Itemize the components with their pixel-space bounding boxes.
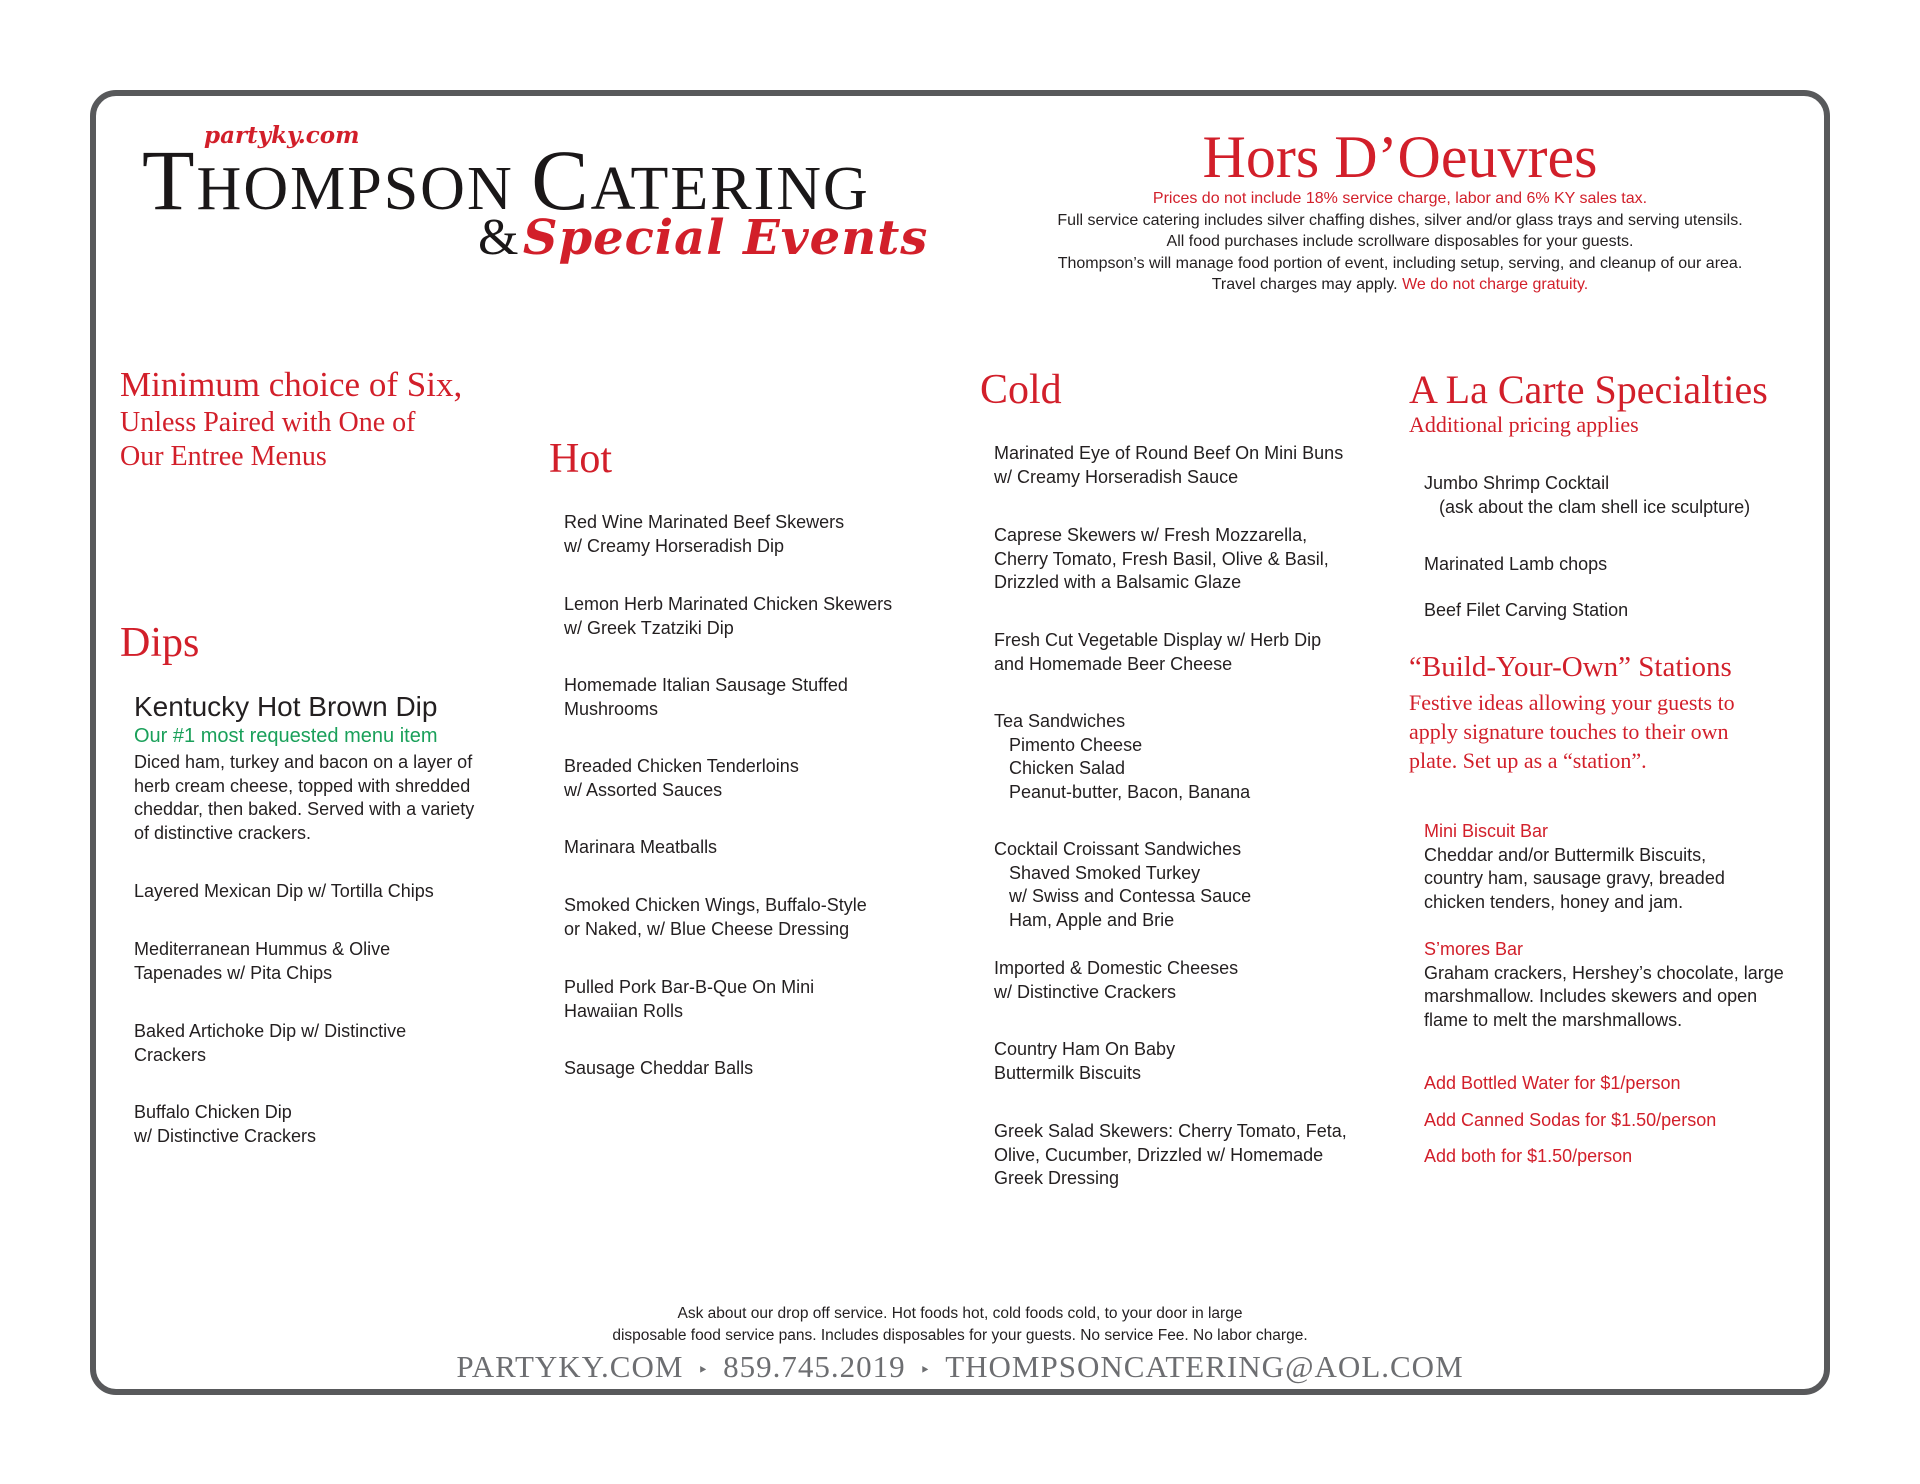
station-bar-line: Cheddar and/or Buttermilk Biscuits,	[1424, 844, 1707, 865]
logo-initial: C	[531, 132, 591, 228]
management-note: Thompson’s will manage food portion of event, including setup, serving, and cleanup of our area.	[1057, 254, 1743, 272]
menu-item-line: Caprese Skewers w/ Fresh Mozzarella,	[994, 525, 1308, 545]
menu-item	[134, 1020, 406, 1067]
menu-item-line: Beef Filet Carving Station	[1424, 600, 1629, 620]
byo-description	[1409, 688, 1809, 775]
menu-item-line: Greek Dressing	[994, 1168, 1120, 1188]
menu-item	[994, 957, 1238, 1004]
desc-line: cheddar, then baked. Served with a variety	[134, 799, 475, 819]
menu-item-line: Sausage Cheddar Balls	[564, 1058, 754, 1078]
station-bar-line: Graham crackers, Hershey’s chocolate, large	[1424, 962, 1784, 983]
menu-item	[994, 838, 1251, 932]
menu-item-line: w/ Distinctive Crackers	[134, 1125, 317, 1146]
footer-email-link[interactable]: THOMPSONCATERING@AOL.COM	[945, 1349, 1464, 1384]
menu-item	[134, 1101, 316, 1148]
menu-item	[564, 511, 844, 558]
menu-item-line: Tea Sandwiches	[994, 711, 1126, 731]
menu-item	[994, 1120, 1347, 1191]
logo-script: Special Events	[522, 210, 929, 266]
menu-item-line: Layered Mexican Dip w/ Tortilla Chips	[134, 881, 434, 901]
logo-word-rest: ATERING	[590, 155, 870, 223]
minimum-line1: Minimum choice of Six,	[120, 365, 463, 404]
menu-item-line: w/ Swiss and Contessa Sauce	[994, 886, 1252, 906]
station-bar-name: Mini Biscuit Bar	[1424, 821, 1549, 841]
menu-item	[564, 836, 717, 860]
header-notes	[980, 188, 1820, 296]
menu-item	[994, 1038, 1175, 1085]
menu-item-line: Fresh Cut Vegetable Display w/ Herb Dip	[994, 630, 1322, 650]
menu-item-line: Red Wine Marinated Beef Skewers	[564, 512, 845, 532]
station-bar	[1424, 820, 1725, 914]
logo-word-rest: HOMPSON	[196, 155, 532, 223]
menu-item-line: w/ Creamy Horseradish Dip	[564, 535, 785, 556]
menu-item-line: Lemon Herb Marinated Chicken Skewers	[564, 594, 893, 614]
disposables-note: All food purchases include scrollware disposables for your guests.	[1166, 233, 1634, 250]
menu-item	[1424, 599, 1628, 623]
menu-item-line: Cherry Tomato, Fresh Basil, Olive & Basil,	[994, 548, 1329, 569]
menu-item-line: Marinated Eye of Round Beef On Mini Buns	[994, 443, 1344, 463]
menu-item-line: Drizzled with a Balsamic Glaze	[994, 572, 1242, 592]
footer-note	[430, 1303, 1490, 1346]
menu-item-line: Country Ham On Baby	[994, 1039, 1176, 1059]
menu-item-line: Marinara Meatballs	[564, 837, 718, 857]
menu-item-line: Chicken Salad	[994, 758, 1126, 778]
menu-item	[994, 710, 1250, 804]
station-bar	[1424, 938, 1784, 1032]
hot-heading: Hot	[549, 436, 612, 482]
logo-subtitle	[478, 209, 929, 266]
menu-item-line: Marinated Lamb chops	[1424, 554, 1608, 574]
menu-item	[1424, 553, 1607, 577]
menu-item-line: w/ Greek Tzatziki Dip	[564, 617, 734, 638]
travel-text: Travel charges may apply.	[1211, 276, 1398, 293]
menu-item	[564, 894, 867, 941]
menu-item-line: Tapenades w/ Pita Chips	[134, 962, 333, 983]
menu-item	[134, 938, 390, 985]
menu-item-line: (ask about the clam shell ice sculpture)	[1424, 496, 1751, 517]
menu-item-line: w/ Creamy Horseradish Sauce	[994, 466, 1239, 487]
menu-item-line: Olive, Cucumber, Drizzled w/ Homemade	[994, 1144, 1324, 1165]
footer-phone[interactable]: 859.745.2019	[723, 1349, 906, 1384]
footer-site-link[interactable]: PARTYKY.COM	[456, 1349, 684, 1384]
byo-heading: “Build-Your-Own” Stations	[1409, 651, 1732, 683]
menu-item	[564, 593, 892, 640]
menu-item-line: w/ Assorted Sauces	[564, 779, 723, 800]
menu-item	[564, 976, 814, 1023]
menu-item-line: w/ Distinctive Crackers	[994, 981, 1177, 1002]
menu-item-line: Pulled Pork Bar-B-Que On Mini	[564, 977, 815, 997]
menu-item-line: Shaved Smoked Turkey	[994, 862, 1201, 883]
menu-item-line: Crackers	[134, 1044, 207, 1065]
logo-amp: &	[478, 209, 519, 266]
logo-initial: T	[142, 132, 197, 228]
desc-line: Diced ham, turkey and bacon on a layer of	[134, 752, 473, 772]
station-bar-name: S’mores Bar	[1424, 939, 1524, 959]
menu-item	[564, 674, 848, 721]
menu-item	[994, 629, 1321, 676]
menu-item-line: Mediterranean Hummus & Olive	[134, 939, 391, 959]
footer-line: Ask about our drop off service. Hot foods hot, cold foods cold, to your door in large	[677, 1305, 1243, 1322]
gratuity-text: We do not charge gratuity.	[1402, 276, 1589, 293]
menu-item	[994, 524, 1329, 595]
separator-icon: ‣	[919, 1359, 932, 1380]
alacarte-subtitle: Additional pricing applies	[1409, 412, 1639, 437]
minimum-note	[120, 364, 462, 473]
addon-item: Add Bottled Water for $1/person	[1424, 1073, 1681, 1093]
service-note: Full service catering includes silver chaffing dishes, silver and/or glass trays and serving utensils.	[1057, 211, 1743, 229]
desc-line: herb cream cheese, topped with shredded	[134, 775, 471, 796]
menu-item	[994, 442, 1343, 489]
menu-item-line: Buttermilk Biscuits	[994, 1062, 1142, 1083]
station-bar-line: flame to melt the marshmallows.	[1424, 1009, 1683, 1030]
station-bar-line: country ham, sausage gravy, breaded	[1424, 868, 1725, 888]
footer-contact	[430, 1351, 1490, 1382]
price-note: Prices do not include 18% service charge, labor and 6% KY sales tax.	[1152, 190, 1648, 207]
minimum-line2: Unless Paired with One of	[120, 407, 416, 438]
menu-item-line: Jumbo Shrimp Cocktail	[1424, 473, 1610, 493]
addon-item: Add both for $1.50/person	[1424, 1146, 1633, 1166]
menu-item-line: Breaded Chicken Tenderloins	[564, 756, 799, 776]
menu-item-line: Cocktail Croissant Sandwiches	[994, 839, 1242, 859]
menu-item-line: Hawaiian Rolls	[564, 1000, 684, 1021]
logo-url: partyky.com	[204, 122, 360, 149]
travel-note	[980, 274, 1820, 296]
menu-item	[1424, 472, 1750, 519]
menu-item-line: Homemade Italian Sausage Stuffed	[564, 675, 848, 695]
menu-item	[564, 1057, 753, 1081]
featured-dip-description	[134, 751, 524, 845]
menu-item-line: and Homemade Beer Cheese	[994, 653, 1233, 674]
menu-item-line: Baked Artichoke Dip w/ Distinctive	[134, 1021, 407, 1041]
minimum-line3: Our Entree Menus	[120, 440, 327, 472]
menu-item-line: Peanut-butter, Bacon, Banana	[994, 781, 1251, 802]
station-bar-line: chicken tenders, honey and jam.	[1424, 891, 1684, 912]
menu-item-line: Pimento Cheese	[994, 734, 1143, 755]
addon-item: Add Canned Sodas for $1.50/person	[1424, 1110, 1717, 1130]
menu-item-line: Buffalo Chicken Dip	[134, 1102, 292, 1122]
separator-icon: ‣	[697, 1359, 710, 1380]
dips-heading: Dips	[120, 620, 200, 666]
menu-item	[134, 880, 434, 904]
menu-item-line: or Naked, w/ Blue Cheese Dressing	[564, 918, 850, 939]
featured-dip-tag: Our #1 most requested menu item	[134, 725, 438, 747]
station-bar-line: marshmallow. Includes skewers and open	[1424, 986, 1758, 1006]
menu-item-line: Smoked Chicken Wings, Buffalo-Style	[564, 895, 867, 915]
cold-heading: Cold	[980, 367, 1062, 413]
byo-desc-line: plate. Set up as a “station”.	[1409, 748, 1647, 773]
page-title: Hors D’Oeuvres	[1202, 124, 1598, 190]
byo-desc-line: apply signature touches to their own	[1409, 719, 1729, 744]
featured-dip-name: Kentucky Hot Brown Dip	[134, 691, 438, 722]
menu-item-line: Ham, Apple and Brie	[994, 909, 1175, 930]
menu-item	[564, 755, 799, 802]
desc-line: of distinctive crackers.	[134, 822, 312, 843]
menu-item-line: Imported & Domestic Cheeses	[994, 958, 1239, 978]
menu-item-line: Greek Salad Skewers: Cherry Tomato, Feta,	[994, 1121, 1347, 1141]
footer-line: disposable food service pans. Includes disposables for your guests. No service Fee. No labor charge.	[612, 1326, 1308, 1344]
menu-item-line: Mushrooms	[564, 698, 659, 719]
alacarte-heading: A La Carte Specialties	[1409, 367, 1768, 412]
byo-desc-line: Festive ideas allowing your guests to	[1409, 690, 1735, 715]
